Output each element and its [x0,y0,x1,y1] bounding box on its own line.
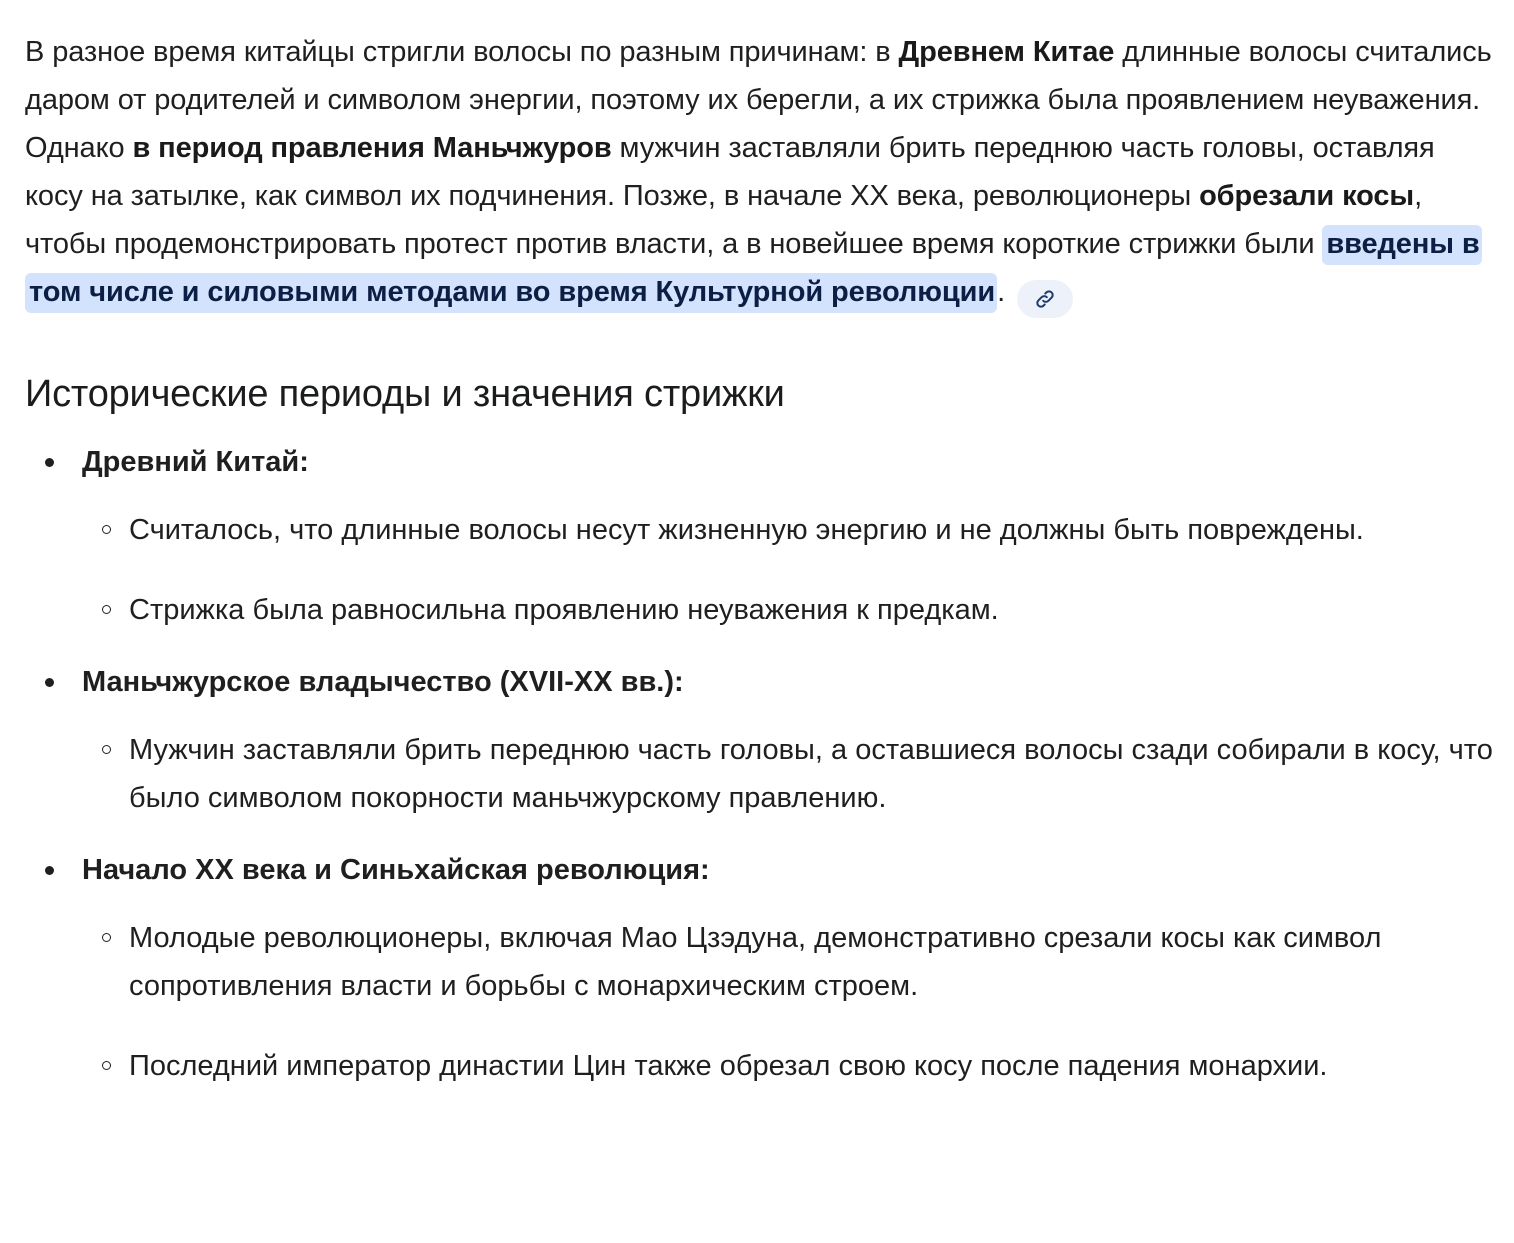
list-item-title: Маньчжурское владычество (XVII-XX вв.): [82,666,684,698]
list-item-title: Начало XX века и Синьхайская революция: [82,854,710,886]
bullet-circle [102,525,111,534]
bullet-dot [45,678,54,687]
sublist-item [82,726,1497,822]
sublist-item [82,1042,1497,1090]
link-icon [1034,288,1056,310]
intro-text-5: . [997,276,1006,308]
bullet-circle [102,605,111,614]
intro-bold-ancient-china: Древнем Китае [898,36,1115,68]
bullet-dot [45,866,54,875]
bullet-circle [102,1061,111,1070]
sublist-item-text: Считалось, что длинные волосы несут жизненную энергию и не должны быть повреждены. [129,514,1364,546]
intro-text-4: , чтобы продемонстрировать протест против власти, а в новейшее время короткие стрижки были [25,180,1423,260]
sublist-item-text: Стрижка была равносильна проявлению неуважения к предкам. [129,594,999,626]
intro-text-3: мужчин заставляли брить переднюю часть головы, оставляя косу на затылке, как символ их подчинения. Позже, в начале XX века, революционеры [25,132,1435,212]
response-content [25,28,1497,1114]
sublist-item [82,914,1497,1010]
sublist-item-text: Последний император династии Цин также обрезал свою косу после падения монархии. [129,1050,1328,1082]
list-item-title: Древний Китай: [82,446,309,478]
bullet-circle [102,745,111,754]
source-link-chip[interactable] [1017,280,1073,318]
intro-text-2: длинные волосы считались даром от родителей и символом энергии, поэтому их берегли, а их стрижка была проявлением неуважения. Однако [25,36,1492,164]
sublist [82,506,1497,634]
sublist-item [82,586,1497,634]
sublist-item [82,506,1497,554]
list-item-xinhai-revolution [25,846,1497,1090]
intro-text-1: В разное время китайцы стригли волосы по разным причинам: в [25,36,899,68]
intro-paragraph [25,28,1497,318]
bullet-circle [102,933,111,942]
bullet-dot [45,458,54,467]
sublist [82,914,1497,1090]
intro-bold-cut-braids: обрезали косы [1199,180,1415,212]
section-heading: Исторические периоды и значения стрижки [25,373,785,415]
sublist [82,726,1497,822]
intro-bold-manchu-period: в период правления Маньчжуров [132,132,612,164]
periods-list [25,438,1497,1090]
list-item-manchu-rule [25,658,1497,822]
sublist-item-text: Мужчин заставляли брить переднюю часть головы, а оставшиеся волосы сзади собирали в косу, что было символом покорности маньчжурскому правлению. [129,734,1493,814]
list-item-ancient-china [25,438,1497,634]
sublist-item-text: Молодые революционеры, включая Мао Цзэдуна, демонстративно срезали косы как символ сопротивления власти и борьбы с монархическим строем. [129,922,1382,1002]
source-highlight[interactable]: введены в том числе и силовыми методами во время Культурной революции [25,225,1482,313]
